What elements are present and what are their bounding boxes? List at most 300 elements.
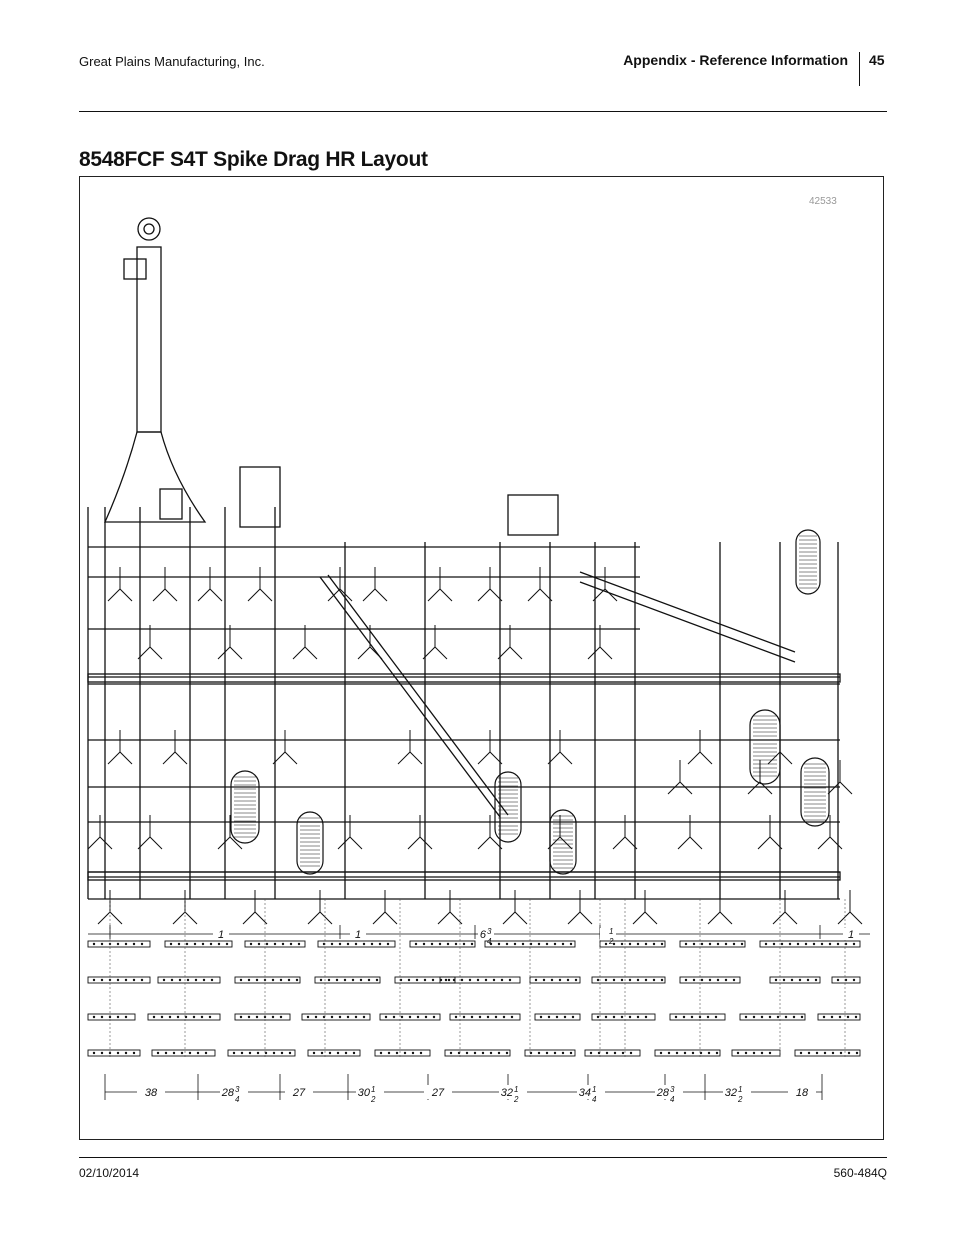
drag-spike bbox=[289, 1052, 291, 1054]
drag-spike bbox=[805, 943, 807, 945]
drag-spike bbox=[433, 1016, 435, 1018]
drag-spike bbox=[153, 1016, 155, 1018]
drag-spike bbox=[815, 979, 817, 981]
drag-bar bbox=[165, 941, 232, 947]
drag-spike bbox=[331, 1016, 333, 1018]
drag-spike bbox=[793, 1016, 795, 1018]
drag-spike bbox=[848, 1052, 850, 1054]
drag-spike bbox=[546, 1052, 548, 1054]
drag-spike bbox=[296, 979, 298, 981]
tine-fork bbox=[773, 912, 797, 924]
tine-fork bbox=[138, 647, 162, 659]
drag-spike bbox=[621, 979, 623, 981]
drag-spike bbox=[801, 1016, 803, 1018]
spacing-label-whole: 32 bbox=[500, 1087, 513, 1099]
drag-spike bbox=[715, 1016, 717, 1018]
drag-spike bbox=[701, 979, 703, 981]
drag-spike bbox=[463, 1016, 465, 1018]
drag-spike bbox=[415, 943, 417, 945]
drag-spike bbox=[482, 1052, 484, 1054]
drag-spike bbox=[506, 943, 508, 945]
drag-spike bbox=[773, 943, 775, 945]
drag-spike bbox=[733, 979, 735, 981]
drag-spike bbox=[660, 1052, 662, 1054]
drag-spike bbox=[637, 1016, 639, 1018]
tine-fork bbox=[613, 837, 637, 849]
drag-spike bbox=[716, 1052, 718, 1054]
drag-spike bbox=[328, 979, 330, 981]
drag-spike bbox=[832, 1052, 834, 1054]
drag-spike bbox=[321, 1052, 323, 1054]
drag-spike bbox=[412, 1052, 414, 1054]
drag-bar bbox=[440, 977, 520, 983]
drag-spike bbox=[450, 1052, 452, 1054]
drag-spike bbox=[503, 1016, 505, 1018]
drag-spike bbox=[685, 943, 687, 945]
drag-spike bbox=[590, 1052, 592, 1054]
tine-fork bbox=[758, 837, 782, 849]
drag-spike bbox=[258, 943, 260, 945]
drag-spike bbox=[133, 1052, 135, 1054]
drag-spike bbox=[93, 979, 95, 981]
tine-fork bbox=[153, 589, 177, 601]
drag-spike bbox=[194, 943, 196, 945]
drag-spike bbox=[463, 943, 465, 945]
gap-label bbox=[848, 929, 854, 941]
drag-spike bbox=[453, 979, 455, 981]
tine-fork bbox=[428, 589, 452, 601]
drag-spike bbox=[125, 943, 127, 945]
drag-spike bbox=[487, 1016, 489, 1018]
drag-bar bbox=[530, 977, 580, 983]
tine-fork bbox=[688, 752, 712, 764]
drag-spike bbox=[605, 943, 607, 945]
drag-spike bbox=[661, 979, 663, 981]
drag-spike bbox=[855, 1016, 857, 1018]
drag-spike bbox=[791, 979, 793, 981]
drag-spike bbox=[685, 979, 687, 981]
spacing-label-denominator: 2 bbox=[738, 1095, 743, 1104]
drag-spike bbox=[668, 1052, 670, 1054]
drag-spike bbox=[117, 1016, 119, 1018]
jack-bracket bbox=[124, 259, 146, 279]
drag-spike bbox=[630, 1052, 632, 1054]
tine-fork bbox=[423, 647, 447, 659]
drag-spike bbox=[274, 943, 276, 945]
drag-bar bbox=[445, 1050, 510, 1056]
gauge-wheel bbox=[495, 772, 521, 842]
drag-spike bbox=[745, 1016, 747, 1018]
drag-spike bbox=[725, 943, 727, 945]
drag-spike bbox=[676, 1052, 678, 1054]
drag-bar bbox=[680, 941, 745, 947]
drag-spike bbox=[257, 1052, 259, 1054]
spacing-label-whole: 27 bbox=[292, 1087, 306, 1099]
drag-spike bbox=[824, 1052, 826, 1054]
drag-spike bbox=[447, 943, 449, 945]
tine-fork bbox=[528, 589, 552, 601]
drag-bar bbox=[732, 1050, 780, 1056]
spacing-label bbox=[501, 1085, 519, 1104]
tine-fork bbox=[498, 647, 522, 659]
drag-spike bbox=[337, 1052, 339, 1054]
tine-fork bbox=[633, 912, 657, 924]
drag-spike bbox=[360, 979, 362, 981]
drag-spike bbox=[448, 979, 450, 981]
drag-spike bbox=[471, 1016, 473, 1018]
tine-fork bbox=[478, 589, 502, 601]
drag-spike bbox=[241, 1052, 243, 1054]
drag-spike bbox=[431, 943, 433, 945]
drag-spike bbox=[233, 1052, 235, 1054]
drag-spike bbox=[404, 1052, 406, 1054]
drag-spike bbox=[298, 943, 300, 945]
spacing-label-denominator: 2 bbox=[371, 1095, 376, 1104]
drag-spike bbox=[272, 979, 274, 981]
spacing-label-whole: 27 bbox=[431, 1087, 445, 1099]
drag-spike bbox=[157, 1052, 159, 1054]
drag-spike bbox=[777, 1016, 779, 1018]
drag-spike bbox=[240, 979, 242, 981]
spacing-label-numerator: 1 bbox=[738, 1085, 743, 1094]
drag-spike bbox=[211, 979, 213, 981]
section-title: Appendix - Reference Information bbox=[623, 52, 848, 68]
drag-spike bbox=[189, 1052, 191, 1054]
drag-spike bbox=[597, 979, 599, 981]
drag-spike bbox=[614, 1052, 616, 1054]
drag-spike bbox=[179, 979, 181, 981]
gauge-wheel bbox=[750, 710, 780, 784]
drag-spike bbox=[479, 1016, 481, 1018]
gap-label-whole: 1 bbox=[217, 929, 225, 941]
tine-fork bbox=[218, 837, 242, 849]
drag-spike bbox=[548, 1016, 550, 1018]
spacing-label-numerator: 3 bbox=[235, 1085, 240, 1094]
drag-spike bbox=[193, 1016, 195, 1018]
drag-spike bbox=[567, 979, 569, 981]
drag-spike bbox=[387, 943, 389, 945]
gap-label bbox=[608, 927, 614, 946]
drag-spike bbox=[141, 979, 143, 981]
drag-spike bbox=[831, 1016, 833, 1018]
drag-spike bbox=[621, 943, 623, 945]
tine-fork bbox=[548, 837, 572, 849]
drag-spike bbox=[280, 979, 282, 981]
header-rule bbox=[79, 111, 887, 112]
drag-spike bbox=[117, 1052, 119, 1054]
drag-spike bbox=[117, 979, 119, 981]
tongue-bar bbox=[137, 247, 161, 432]
tine-fork bbox=[173, 912, 197, 924]
drag-spike bbox=[256, 1016, 258, 1018]
spacing-label-whole: 18 bbox=[795, 1087, 809, 1099]
drag-spike bbox=[320, 979, 322, 981]
drag-spike bbox=[396, 1052, 398, 1054]
drag-spike bbox=[423, 943, 425, 945]
drag-spike bbox=[101, 979, 103, 981]
tine-fork bbox=[568, 912, 592, 924]
spacing-label bbox=[292, 1087, 306, 1099]
drag-spike bbox=[466, 1052, 468, 1054]
drag-spike bbox=[288, 979, 290, 981]
header-divider bbox=[859, 52, 860, 86]
drag-spike bbox=[409, 1016, 411, 1018]
tine-fork bbox=[198, 589, 222, 601]
drag-spike bbox=[177, 1016, 179, 1018]
rear-toolbar bbox=[88, 872, 840, 880]
drag-spike bbox=[789, 943, 791, 945]
drag-spike bbox=[629, 943, 631, 945]
gap-label-numerator: 1 bbox=[609, 927, 614, 936]
drag-spike bbox=[266, 943, 268, 945]
tine-fork bbox=[373, 912, 397, 924]
drag-spike bbox=[769, 1016, 771, 1018]
tine-shanks bbox=[88, 567, 862, 924]
drag-spike bbox=[570, 943, 572, 945]
drag-spike bbox=[645, 943, 647, 945]
drag-spike bbox=[368, 979, 370, 981]
drag-spike bbox=[163, 979, 165, 981]
drag-spike bbox=[709, 943, 711, 945]
spacing-label-whole: 32 bbox=[724, 1087, 737, 1099]
gauge-wheel bbox=[297, 812, 323, 874]
drag-spike bbox=[769, 1052, 771, 1054]
layout-drawing bbox=[80, 177, 883, 1139]
gap-label bbox=[218, 929, 224, 941]
tine-fork bbox=[98, 912, 122, 924]
spacing-label-whole: 28 bbox=[221, 1087, 234, 1099]
drag-spike bbox=[248, 1016, 250, 1018]
drag-spike bbox=[363, 943, 365, 945]
tine-fork bbox=[478, 752, 502, 764]
gauge-wheel bbox=[231, 771, 259, 843]
drag-spike bbox=[280, 1016, 282, 1018]
drag-spike bbox=[829, 943, 831, 945]
drag-bar bbox=[770, 977, 820, 983]
drag-spike bbox=[837, 943, 839, 945]
spacing-label-denominator: 4 bbox=[235, 1095, 240, 1104]
drag-spike bbox=[117, 943, 119, 945]
drag-spike bbox=[847, 1016, 849, 1018]
tine-fork bbox=[308, 912, 332, 924]
drag-spike bbox=[125, 1052, 127, 1054]
tine-fork bbox=[293, 647, 317, 659]
drag-spike bbox=[347, 943, 349, 945]
dimension-labels bbox=[137, 927, 859, 1104]
drag-spike bbox=[201, 1016, 203, 1018]
drag-spike bbox=[313, 1052, 315, 1054]
drag-spike bbox=[840, 1052, 842, 1054]
drag-spike bbox=[93, 1016, 95, 1018]
drag-spike bbox=[629, 1016, 631, 1018]
spacing-label-denominator: 4 bbox=[670, 1095, 675, 1104]
drag-spike bbox=[339, 943, 341, 945]
drag-spike bbox=[420, 1052, 422, 1054]
tongue-plate bbox=[160, 489, 182, 519]
drag-spike bbox=[393, 1016, 395, 1018]
spacing-label-whole: 34 bbox=[578, 1087, 591, 1099]
tine-fork bbox=[708, 912, 732, 924]
drag-spike bbox=[93, 1052, 95, 1054]
tine-fork bbox=[218, 647, 242, 659]
spacing-label-whole: 28 bbox=[656, 1087, 669, 1099]
drag-spike bbox=[425, 1016, 427, 1018]
drag-bar bbox=[740, 1014, 805, 1020]
drag-bar bbox=[302, 1014, 370, 1020]
drag-spike bbox=[808, 1052, 810, 1054]
label-mask bbox=[600, 928, 616, 940]
gap-label bbox=[480, 927, 492, 946]
drag-spike bbox=[445, 979, 447, 981]
drag-spike bbox=[816, 1052, 818, 1054]
tine-fork bbox=[358, 647, 382, 659]
drag-spike bbox=[775, 979, 777, 981]
drag-spike bbox=[125, 1016, 127, 1018]
main-toolbar bbox=[88, 674, 840, 682]
drag-spike bbox=[853, 979, 855, 981]
tine-fork bbox=[108, 589, 132, 601]
gap-label bbox=[355, 929, 361, 941]
figure-id: 42533 bbox=[809, 196, 837, 207]
drag-spike bbox=[653, 943, 655, 945]
drag-spike bbox=[538, 1052, 540, 1054]
drag-spike bbox=[546, 943, 548, 945]
drag-spike bbox=[701, 943, 703, 945]
drag-spike bbox=[645, 1016, 647, 1018]
drag-spike bbox=[498, 1052, 500, 1054]
drag-spike bbox=[169, 1016, 171, 1018]
drag-spike bbox=[783, 979, 785, 981]
drag-spike bbox=[823, 1016, 825, 1018]
drag-spike bbox=[250, 943, 252, 945]
page-title: 8548FCF S4T Spike Drag HR Layout bbox=[79, 148, 428, 171]
tine-fork bbox=[243, 912, 267, 924]
spacing-label-denominator: 2 bbox=[514, 1095, 519, 1104]
footer-doc-number: 560-484Q bbox=[833, 1166, 887, 1180]
tine-fork bbox=[548, 752, 572, 764]
drag-spike bbox=[693, 943, 695, 945]
drag-spike bbox=[538, 943, 540, 945]
spacing-label bbox=[656, 1085, 675, 1104]
gap-label-whole: 6 bbox=[479, 929, 486, 941]
drag-spike bbox=[799, 979, 801, 981]
drag-spike bbox=[93, 943, 95, 945]
drag-spike bbox=[522, 943, 524, 945]
drag-spike bbox=[388, 1052, 390, 1054]
drag-spike bbox=[605, 1016, 607, 1018]
company-name: Great Plains Manufacturing, Inc. bbox=[79, 54, 265, 69]
drag-spike bbox=[675, 1016, 677, 1018]
drag-spike bbox=[575, 979, 577, 981]
drag-spike bbox=[485, 979, 487, 981]
drag-spike bbox=[181, 1052, 183, 1054]
drag-spike bbox=[737, 1052, 739, 1054]
drag-spike bbox=[692, 1052, 694, 1054]
drag-spike bbox=[781, 943, 783, 945]
tine-fork bbox=[678, 837, 702, 849]
drag-spike bbox=[203, 979, 205, 981]
gap-label-denominator: 2 bbox=[609, 937, 614, 946]
drag-spike bbox=[187, 979, 189, 981]
spacing-label bbox=[579, 1085, 597, 1104]
drag-spike bbox=[355, 1016, 357, 1018]
drag-spike bbox=[683, 1016, 685, 1018]
tine-fork bbox=[828, 782, 852, 794]
drag-spike bbox=[408, 979, 410, 981]
drag-bar bbox=[88, 1050, 140, 1056]
drag-spike bbox=[821, 943, 823, 945]
drag-spike bbox=[490, 1052, 492, 1054]
drag-spike bbox=[101, 1052, 103, 1054]
tine-fork bbox=[503, 912, 527, 924]
tine-fork bbox=[398, 752, 422, 764]
drag-spike bbox=[856, 1052, 858, 1054]
lift-assembly bbox=[240, 467, 280, 527]
drag-spike bbox=[307, 1016, 309, 1018]
drag-spike bbox=[125, 979, 127, 981]
spacing-label bbox=[221, 1085, 240, 1104]
spacing-label-denominator: 4 bbox=[592, 1095, 597, 1104]
drag-spike bbox=[621, 1016, 623, 1018]
drag-spike bbox=[717, 943, 719, 945]
drag-spike bbox=[272, 1016, 274, 1018]
drag-spike bbox=[133, 943, 135, 945]
drag-spike bbox=[708, 1052, 710, 1054]
drag-spike bbox=[474, 1052, 476, 1054]
tine-fork bbox=[138, 837, 162, 849]
drag-bar bbox=[235, 977, 300, 983]
drag-spike bbox=[195, 979, 197, 981]
drag-spike bbox=[161, 1016, 163, 1018]
drag-bar bbox=[450, 1014, 520, 1020]
drag-spike bbox=[376, 979, 378, 981]
gap-label-whole: 1 bbox=[847, 929, 855, 941]
drag-spike bbox=[171, 979, 173, 981]
drag-spike bbox=[661, 943, 663, 945]
drag-spike bbox=[352, 979, 354, 981]
drag-spike bbox=[564, 1016, 566, 1018]
drag-spike bbox=[785, 1016, 787, 1018]
tine-fork bbox=[363, 589, 387, 601]
drag-bar bbox=[228, 1050, 295, 1056]
wing-brace bbox=[580, 572, 795, 652]
drag-bar bbox=[308, 1050, 360, 1056]
drag-spike bbox=[371, 943, 373, 945]
spacing-label bbox=[145, 1087, 158, 1099]
spacing-label-numerator: 1 bbox=[514, 1085, 519, 1094]
drag-spike bbox=[684, 1052, 686, 1054]
drag-spike bbox=[141, 943, 143, 945]
drag-spike bbox=[347, 1016, 349, 1018]
implement-frame bbox=[88, 218, 840, 899]
drag-spike bbox=[745, 1052, 747, 1054]
drag-spike bbox=[691, 1016, 693, 1018]
drag-spike bbox=[209, 1016, 211, 1018]
drag-spike bbox=[205, 1052, 207, 1054]
tine-fork bbox=[163, 752, 187, 764]
drag-spike bbox=[725, 979, 727, 981]
drag-spike bbox=[506, 1052, 508, 1054]
drag-spike bbox=[495, 1016, 497, 1018]
hitch-pin bbox=[144, 224, 154, 234]
drag-spike bbox=[837, 979, 839, 981]
gap-label-numerator: 3 bbox=[487, 927, 492, 936]
drag-spike bbox=[173, 1052, 175, 1054]
drag-spike bbox=[605, 979, 607, 981]
drag-spike bbox=[471, 943, 473, 945]
drag-spike bbox=[315, 1016, 317, 1018]
gauge-wheel bbox=[796, 530, 820, 594]
